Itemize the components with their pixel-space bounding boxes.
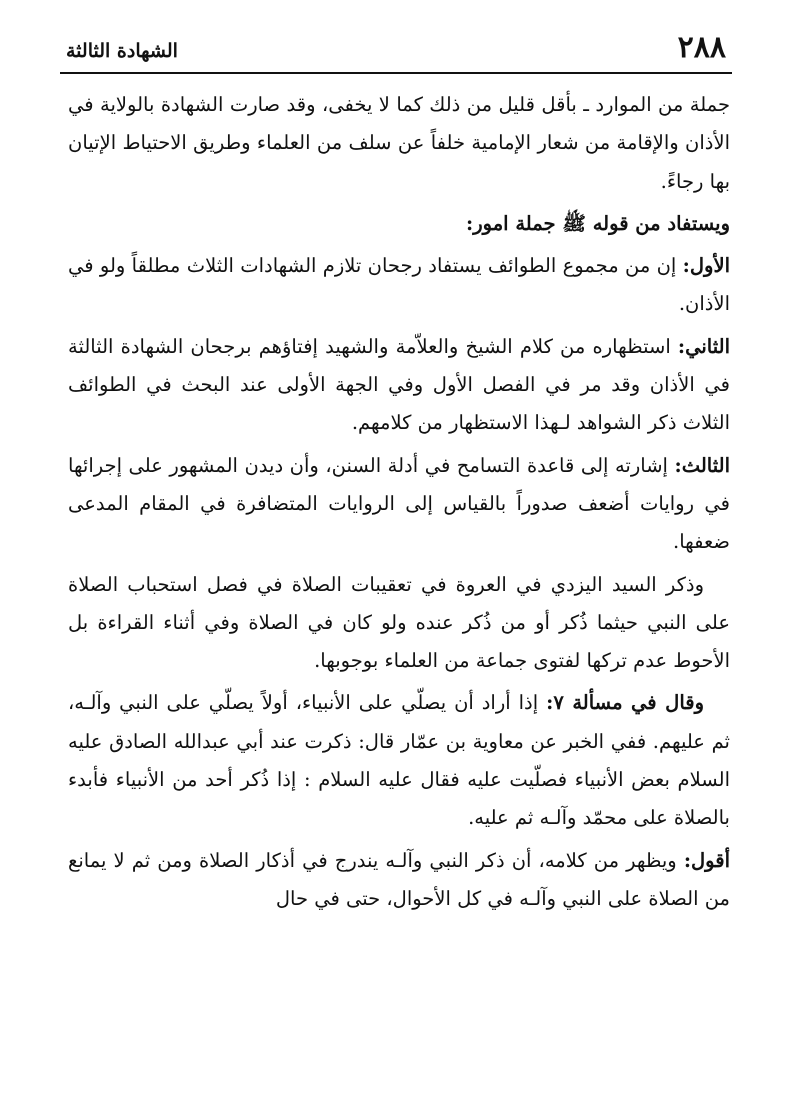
point-lead: أقول: [683,848,730,872]
paragraph-text: وذكر السيد اليزدي في العروة في تعقيبات الصلاة في فصل استحباب الصلاة على النبي حيثما ذُكر أو من ذُكر عنده ولو كان في الصلاة وفي أثناء القراءة بل الأحوط عدم تركها لفتوى جماعة من العلماء بوجوبها. [68,572,730,673]
paragraph-issue-7 [68,684,730,837]
running-title: الشهادة الثالثة [66,40,178,62]
paragraph-yazdi [68,566,730,681]
paragraph-aqul [68,842,730,919]
point-third [68,447,730,562]
page-number: ٢٨٨ [677,30,726,65]
paragraph-text: استظهاره من كلام الشيخ والعلاّمة والشهيد إفتاؤهم برجحان الشهادة الثالثة في الأذان وقد مر في الفصل الأول وفي الجهة الأولى عند البحث في الطوائف الثلاث ذكر الشواهد لـهذا الاستظهار من كلامهم. [68,334,730,435]
paragraph-text: إذا أراد أن يصلّي على الأنبياء، أولاً يصلّي على النبي وآلـه، ثم عليهم. ففي الخبر عن معاوية بن عمّار قال: ذكرت عند أبي عبدالله الصادق عليه السلام بعض الأنبياء فصلّيت عليه فقال عليه السلام : إذا ذُكر أحد من الأنبياء فأبدء بالصلاة على محمّد وآلـه ثم عليه. [68,691,730,830]
paragraph-text: إشارته إلى قاعدة التسامح في أدلة السنن، وأن ديدن المشهور على إجرائها في روايات أضعف صدوراً بالقياس إلى الروايات المتضافرة في المقام المدعى ضعفها. [68,453,730,554]
paragraph-intro [68,86,730,201]
paragraph-text: ويظهر من كلامه، أن ذكر النبي وآلـه يندرج في أذكار الصلاة ومن ثم لا يمانع من الصلاة على النبي وآلـه في كل الأحوال، حتى في حال [68,848,730,910]
point-lead: الثاني: [677,334,730,358]
paragraph-text: جملة من الموارد ـ بأقل قليل من ذلك كما لا يخفى، وقد صارت الشهادة بالولاية في الأذان والإقامة من شعار الإمامية خلفاً عن سلف من العلماء وطريق الاحتياط الإتيان بها رجاءً. [68,93,730,193]
point-second [68,328,730,443]
paragraph-text: إن من مجموع الطوائف يستفاد رجحان تلازم الشهادات الثلاث مطلقاً ولو في الأذان. [68,254,730,316]
page-header [60,30,732,74]
point-lead: الأول: [682,254,730,278]
point-first [68,247,730,324]
heading-text: ويستفاد من قوله ﷺ جملة امور: [466,211,730,235]
section-heading [68,205,730,243]
point-lead: الثالث: [674,453,730,477]
point-lead: وقال في مسألة ٧: [546,691,705,715]
body-text [68,86,730,918]
